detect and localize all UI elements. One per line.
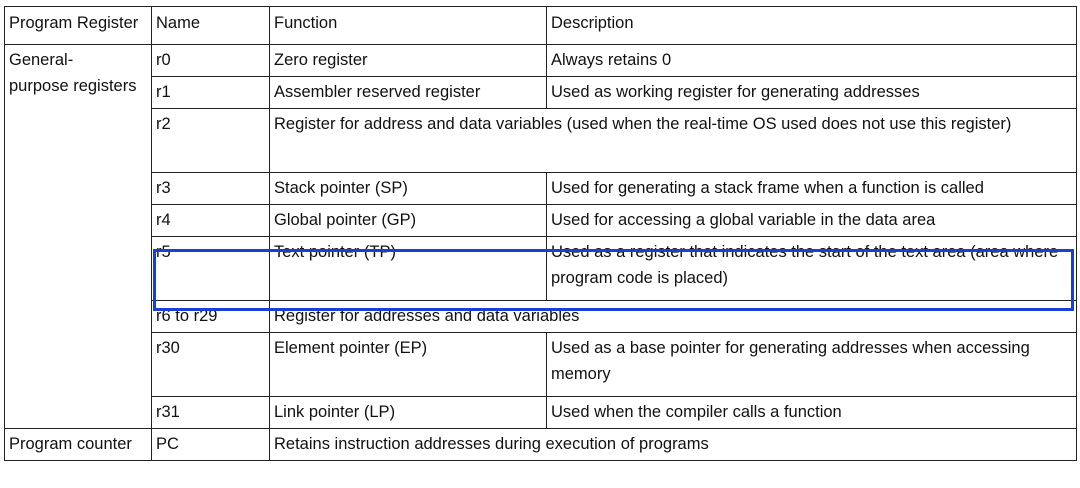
group-program-counter: Program counter: [5, 429, 152, 461]
header-program-register: Program Register: [5, 7, 152, 45]
register-function: Link pointer (LP): [270, 397, 547, 429]
register-table: [4, 6, 1077, 461]
table-row: [5, 173, 1077, 205]
register-name: r31: [152, 397, 270, 429]
register-description: Used as a base pointer for generating addresses when accessing memory: [547, 333, 1077, 397]
header-name: Name: [152, 7, 270, 45]
register-function: Retains instruction addresses during execution of programs: [270, 429, 1077, 461]
register-description: Used when the compiler calls a function: [547, 397, 1077, 429]
register-name: r6 to r29: [152, 301, 270, 333]
table-row: [5, 397, 1077, 429]
register-name: r5: [152, 237, 270, 301]
register-description: Always retains 0: [547, 45, 1077, 77]
register-name: r4: [152, 205, 270, 237]
table-row: [5, 205, 1077, 237]
register-name: PC: [152, 429, 270, 461]
table-row: [5, 237, 1077, 301]
header-description: Description: [547, 7, 1077, 45]
register-description: Used for accessing a global variable in the data area: [547, 205, 1077, 237]
group-general-purpose: General- purpose registers: [5, 45, 152, 429]
table-row: [5, 109, 1077, 173]
table-row: [5, 429, 1077, 461]
register-function: Zero register: [270, 45, 547, 77]
register-function: Register for address and data variables (used when the real-time OS used does not use this register): [270, 109, 1077, 173]
table-row: [5, 333, 1077, 397]
register-function: Text pointer (TP): [270, 237, 547, 301]
register-name: r0: [152, 45, 270, 77]
register-function: Stack pointer (SP): [270, 173, 547, 205]
table-row: [5, 301, 1077, 333]
register-name: r2: [152, 109, 270, 173]
register-description: Used as working register for generating addresses: [547, 77, 1077, 109]
register-name: r3: [152, 173, 270, 205]
register-name: r1: [152, 77, 270, 109]
table-row: [5, 77, 1077, 109]
table-header-row: [5, 7, 1077, 45]
register-description: Used for generating a stack frame when a function is called: [547, 173, 1077, 205]
header-function: Function: [270, 7, 547, 45]
register-function: Assembler reserved register: [270, 77, 547, 109]
register-description: Used as a register that indicates the start of the text area (area where program code is placed): [547, 237, 1077, 301]
register-function: Register for addresses and data variables: [270, 301, 1077, 333]
table-row: [5, 45, 1077, 77]
register-function: Element pointer (EP): [270, 333, 547, 397]
register-name: r30: [152, 333, 270, 397]
register-function: Global pointer (GP): [270, 205, 547, 237]
